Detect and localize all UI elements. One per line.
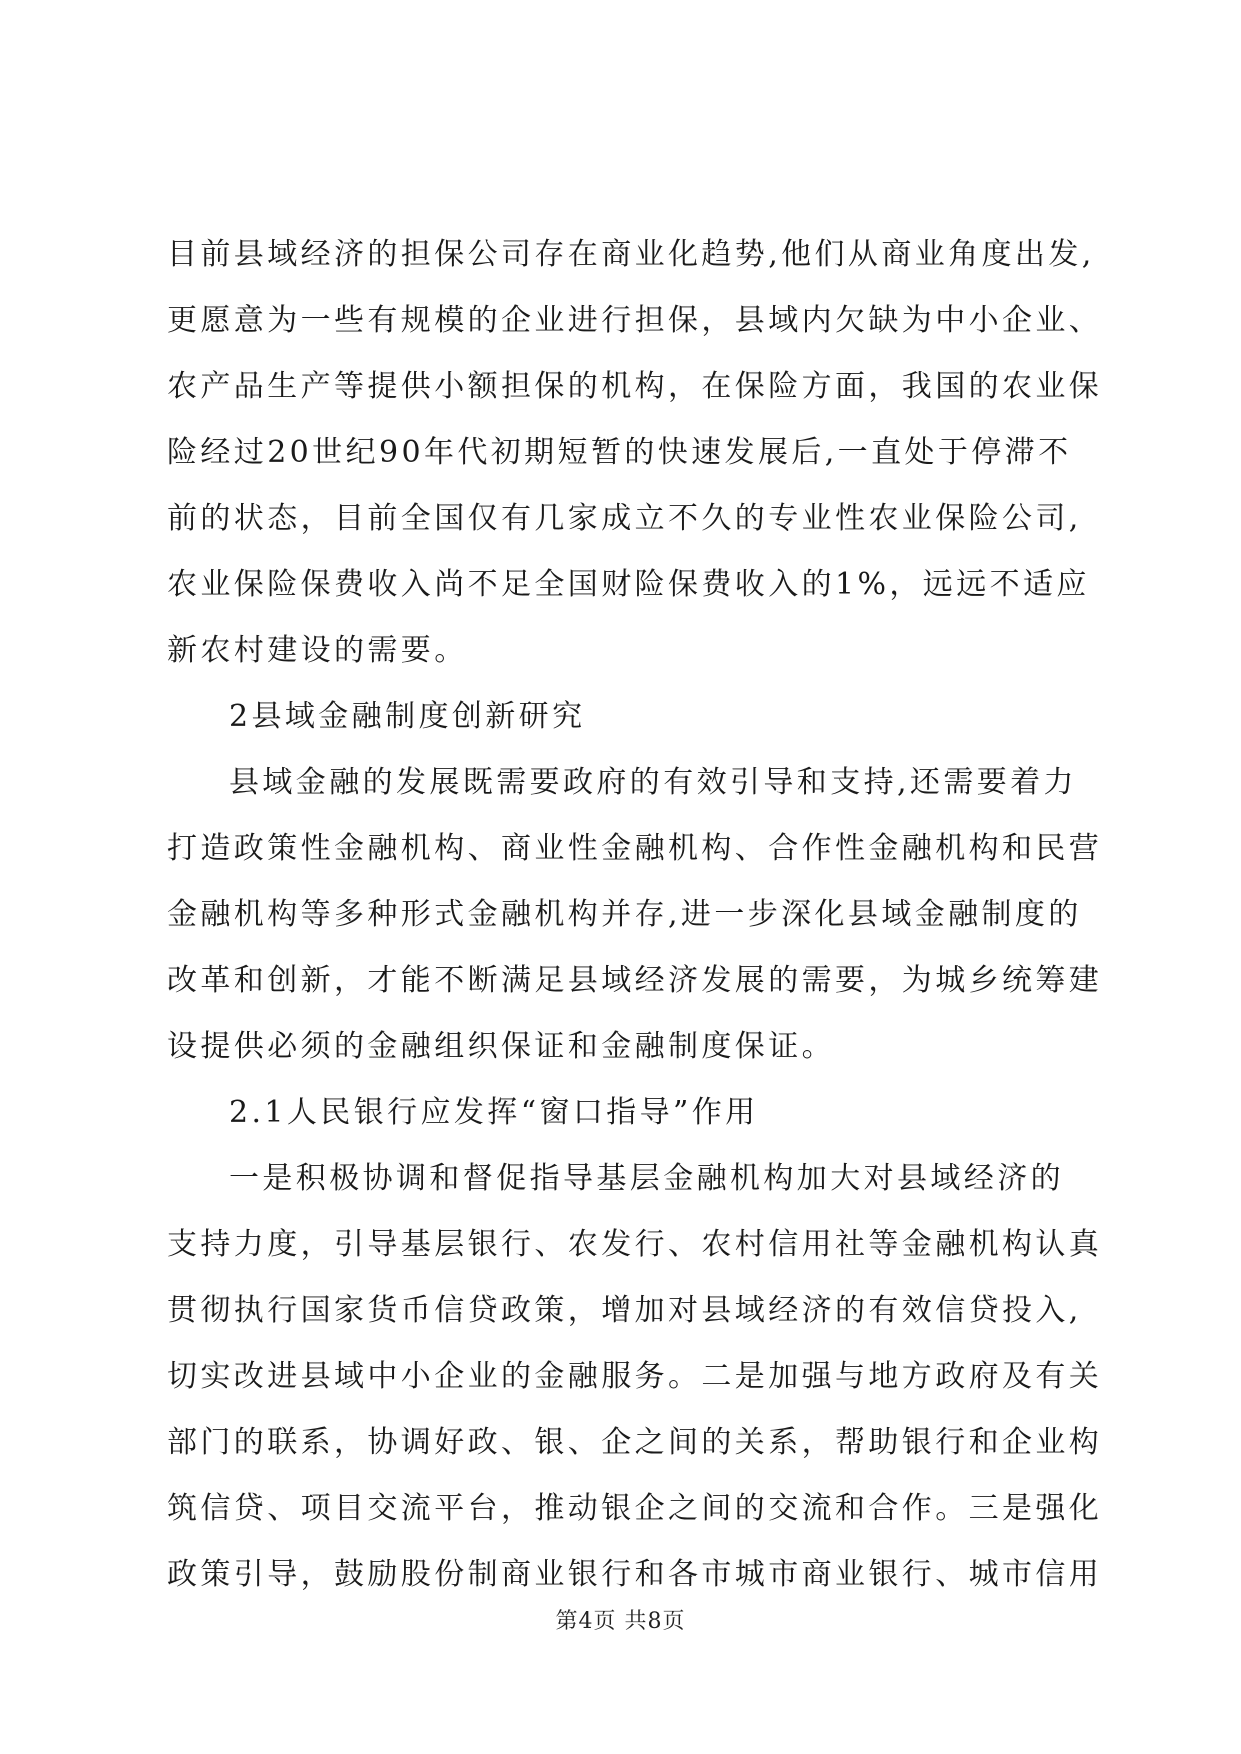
text-line-6: 农业保险保费收入尚不足全国财险保费收入的1%，远远不适应 — [167, 567, 1090, 602]
text-line-2: 更愿意为一些有规模的企业进行担保，县域内欠缺为中小企业、 — [167, 303, 1103, 338]
text-line-17: 贯彻执行国家货币信贷政策，增加对县域经济的有效信贷投入, — [167, 1293, 1082, 1328]
text-line-1: 目前县域经济的担保公司存在商业化趋势,他们从商业角度出发, — [167, 237, 1095, 272]
text-line-4: 险经过20世纪90年代初期短暂的快速发展后,一直处于停滞不 — [167, 435, 1072, 470]
text-line-12: 改革和创新，才能不断满足县域经济发展的需要，为城乡统筹建 — [167, 963, 1103, 998]
body-text — [167, 222, 1103, 1608]
text-line-15: 一是积极协调和督促指导基层金融机构加大对县域经济的 — [229, 1161, 1064, 1196]
text-line-11: 金融机构等多种形式金融机构并存,进一步深化县域金融制度的 — [167, 897, 1082, 932]
text-line-3: 农产品生产等提供小额担保的机构，在保险方面，我国的农业保 — [167, 369, 1103, 404]
page-number-footer: 第4页 共8页 — [555, 1609, 686, 1634]
section-heading-2-1: 2.1人民银行应发挥“窗口指导”作用 — [229, 1095, 759, 1130]
text-line-7: 新农村建设的需要。 — [167, 633, 468, 668]
text-line-20: 筑信贷、项目交流平台，推动银企之间的交流和合作。三是强化 — [167, 1491, 1103, 1526]
text-line-13: 设提供必须的金融组织保证和金融制度保证。 — [167, 1029, 835, 1064]
text-line-9: 县域金融的发展既需要政府的有效引导和支持,还需要着力 — [229, 765, 1077, 800]
text-line-19: 部门的联系，协调好政、银、企之间的关系，帮助银行和企业构 — [167, 1425, 1103, 1460]
text-line-10: 打造政策性金融机构、商业性金融机构、合作性金融机构和民营 — [167, 831, 1103, 866]
text-line-18: 切实改进县域中小企业的金融服务。二是加强与地方政府及有关 — [167, 1359, 1103, 1394]
section-heading-2: 2县域金融制度创新研究 — [229, 699, 586, 734]
text-line-5: 前的状态，目前全国仅有几家成立不久的专业性农业保险公司, — [167, 501, 1082, 536]
text-line-16: 支持力度，引导基层银行、农发行、农村信用社等金融机构认真 — [167, 1227, 1103, 1262]
text-line-21: 政策引导，鼓励股份制商业银行和各市城市商业银行、城市信用 — [167, 1557, 1103, 1592]
